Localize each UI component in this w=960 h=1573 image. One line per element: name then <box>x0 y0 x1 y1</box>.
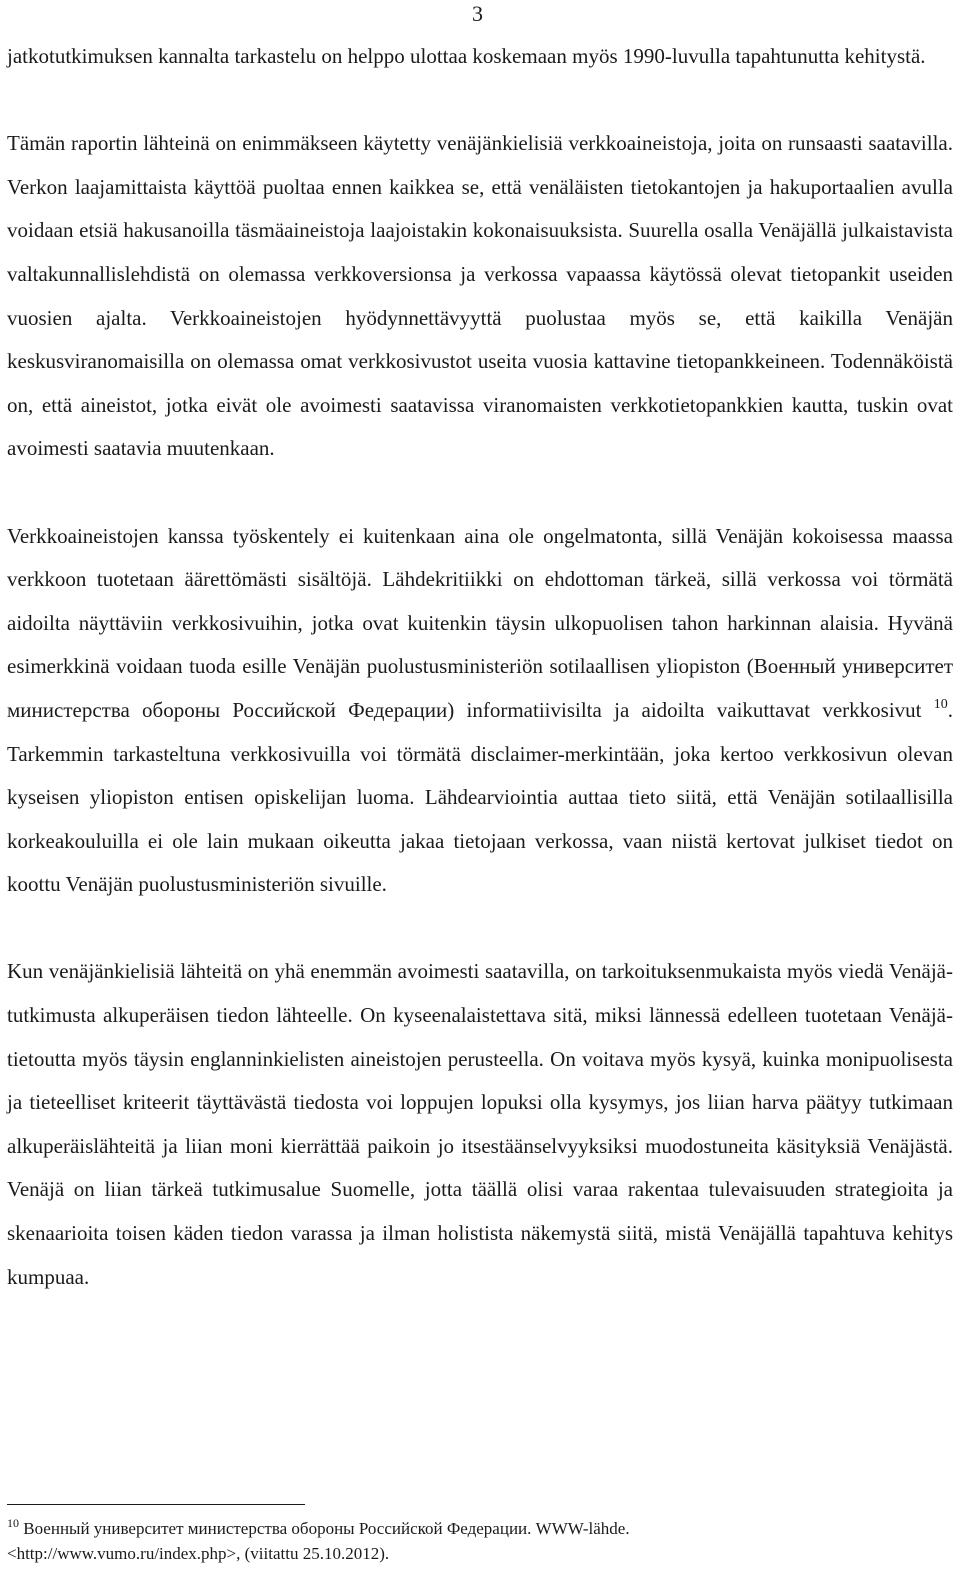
paragraph-3-text-before-note: Verkkoaineistojen kanssa työskentely ei kuitenkaan aina ole ongelmatonta, sillä Venäjän kokoisessa maassa verkkoon tuotetaan äärettömästi sisältöjä. Lähdekritiikki on ehdottoman tärkeä, sillä verkossa voi törmätä aidoilta näyttäviin verkkosivuihin, jotka ovat kuitenkin täysin ulkopuolisen tahon harkinnan alaisia. Hyvänä esimerkkinä voidaan tuoda esille Venäjän puolustusministeriön sotilaallisen yliopiston (Военный университет министерства обороны Российской Федерации) informatiivisilta ja aidoilta vaikuttavat verkkosivut <box>7 523 953 722</box>
footnote-separator <box>7 1504 305 1505</box>
page-number: 3 <box>472 1 483 26</box>
paragraph-1: jatkotutkimuksen kannalta tarkastelu on helppo ulottaa koskemaan myös 1990-luvulla tapahtunutta kehitystä. <box>7 44 926 68</box>
footnote-number: 10 <box>7 1516 19 1530</box>
body-text <box>7 35 953 1299</box>
footnote-line-2: <http://www.vumo.ru/index.php>, (viitattu 25.10.2012). <box>7 1544 390 1563</box>
paragraph-gap <box>7 907 953 951</box>
paragraph-3-text-after-note: . Tarkemmin tarkasteltuna verkkosivuilla voi törmätä disclaimer-merkintään, joka kertoo verkkosivun olevan kyseisen yliopiston entisen opiskelijan luoma. Lähdearviointia auttaa tieto siitä, että Venäjän sotilaallisilla korkeakouluilla ei ole lain mukaan oikeutta jakaa tietojaan verkossa, vaan niistä kertovat julkiset tiedot on koottu Venäjän puolustusministeriön sivuille. <box>7 697 953 897</box>
footnote-reference[interactable]: 10 <box>933 696 948 712</box>
paragraph-gap <box>7 471 953 515</box>
paragraph-4: Kun venäjänkielisiä lähteitä on yhä enemmän avoimesti saatavilla, on tarkoituksenmukaista myös viedä Venäjä-tutkimusta alkuperäisen tiedon lähteelle. On kyseenalaistettava sitä, miksi lännessä edelleen tuotetaan Venäjä-tietoutta myös täysin englanninkielisten aineistojen perusteella. On voitava myös kysyä, kuinka monipuolisesta ja tieteelliset kriteerit täyttävästä tiedosta voi loppujen lopuksi olla kysymys, jos liian harva päätyy tutkimaan alkuperäislähteitä ja liian moni kierrättää paikoin jo itsestäänselvyyksiksi muodostuneita käsityksiä Venäjästä. Venäjä on liian tärkeä tutkimusalue Suomelle, jotta täällä olisi varaa rakentaa tulevaisuuden strategioita ja skenaarioita toisen käden tiedon varassa ja ilman holistista näkemystä siitä, mistä Venäjällä tapahtuva kehitys kumpuaa. <box>7 959 953 1289</box>
footnote <box>7 1516 953 1566</box>
paragraph-2: Tämän raportin lähteinä on enimmäkseen käytetty venäjänkielisiä verkkoaineistoja, joita on runsaasti saatavilla. Verkon laajamittaista käyttöä puoltaa ennen kaikkea se, että venäläisten tietokantojen ja hakuportaalien avulla voidaan etsiä hakusanoilla täsmäaineistoja laajoistakin kokonaisuuksista. Suurella osalla Venäjällä julkaistavista valtakunnallislehdistä on olemassa verkkoversionsa ja verkossa vapaassa käytössä olevat tietopankit useiden vuosien ajalta. Verkkoaineistojen hyödynnettävyyttä puolustaa myös se, että kaikilla Venäjän keskusviranomaisilla on olemassa omat verkkosivustot useita vuosia kattavine tietopankkeineen. Todennäköistä on, että aineistot, jotka eivät ole avoimesti saatavissa viranomaisten verkkotietopankkien kautta, tuskin ovat avoimesti saatavia muutenkaan. <box>7 131 953 461</box>
paragraph-3 <box>7 515 953 907</box>
paragraph-gap <box>7 79 953 123</box>
footnote-line-1 <box>7 1516 953 1541</box>
footnote-text: Военный университет министерства обороны Российской Федерации. WWW-lähde. <box>23 1519 630 1538</box>
